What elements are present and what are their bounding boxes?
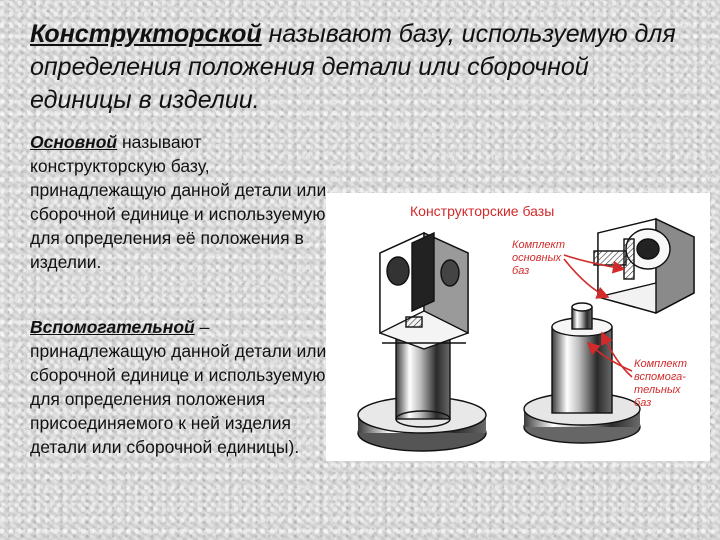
heading-term: Конструкторской <box>30 20 262 48</box>
page-heading <box>30 18 690 117</box>
aux-base-text: – принадлежащую данной детали или сборочной единице и используемую для определения положения присоединяемого к ней изделия детали или сборочной единицы). <box>30 317 327 457</box>
aux-bases-label: Комплект вспомога- тельных баз <box>634 358 687 409</box>
aux-base-term: Вспомогательной <box>30 317 195 337</box>
heading-text: называют базу, используемую для определения положения детали или сборочной единицы в изделии. <box>30 20 676 114</box>
right-bottom-part <box>524 303 640 443</box>
main-base-term: Основной <box>30 132 118 152</box>
main-base-paragraph <box>30 130 330 274</box>
main-base-text: называют конструкторскую базу, принадлежащую данной детали или сборочной единице и используемую для определения её положения в изделии. <box>30 132 327 272</box>
parts-illustration <box>326 193 710 461</box>
left-part <box>358 233 486 451</box>
design-bases-figure <box>326 193 710 461</box>
main-bases-label: Комплект основных баз <box>512 239 565 277</box>
figure-title: Конструкторские базы <box>410 203 555 219</box>
aux-base-paragraph <box>30 315 330 459</box>
